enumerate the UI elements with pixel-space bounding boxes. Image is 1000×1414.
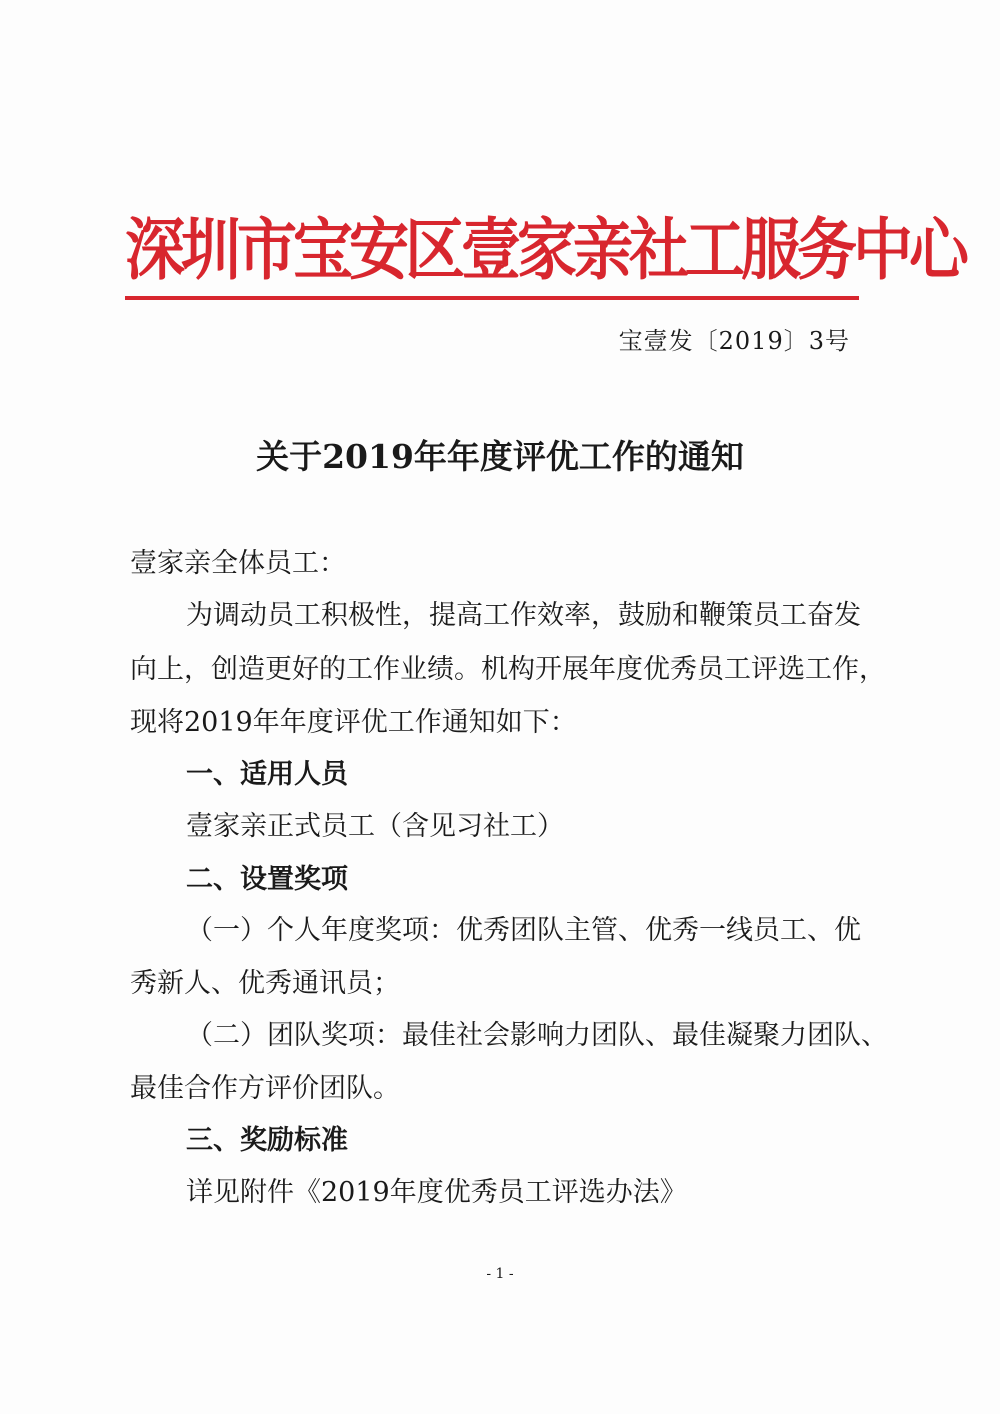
intro-line-1: 为调动员工积极性，提高工作效率，鼓励和鞭策员工奋发 xyxy=(186,600,861,631)
section-heading-award-criteria: 三、奖励标准 xyxy=(186,1125,348,1156)
letterhead-red-rule xyxy=(125,296,859,300)
document-number: 宝壹发〔2019〕3号 xyxy=(618,327,850,355)
section-body-awards-line-1: （一）个人年度奖项：优秀团队主管、优秀一线员工、优 xyxy=(186,915,861,946)
section-body-applicable-staff: 壹家亲正式员工（含见习社工） xyxy=(186,811,564,842)
section-body-awards-line-3: （二）团队奖项：最佳社会影响力团队、最佳凝聚力团队、 xyxy=(186,1020,888,1051)
section-body-award-criteria: 详见附件《2019年度优秀员工评选办法》 xyxy=(186,1177,687,1208)
intro-line-2: 向上，创造更好的工作业绩。机构开展年度优秀员工评选工作， xyxy=(130,654,886,685)
notice-title: 关于2019年年度评优工作的通知 xyxy=(256,437,744,476)
page-number: - 1 - xyxy=(486,1266,514,1282)
section-body-awards-line-2: 秀新人、优秀通讯员； xyxy=(130,968,400,999)
section-body-awards-line-4: 最佳合作方评价团队。 xyxy=(130,1073,400,1104)
section-heading-applicable-staff: 一、适用人员 xyxy=(186,759,348,790)
intro-line-3: 现将2019年年度评优工作通知如下： xyxy=(130,707,577,738)
salutation: 壹家亲全体员工： xyxy=(130,548,346,579)
section-heading-awards: 二、设置奖项 xyxy=(186,864,348,895)
organization-letterhead-title: 深圳市宝安区壹家亲社工服务中心 xyxy=(125,211,965,290)
